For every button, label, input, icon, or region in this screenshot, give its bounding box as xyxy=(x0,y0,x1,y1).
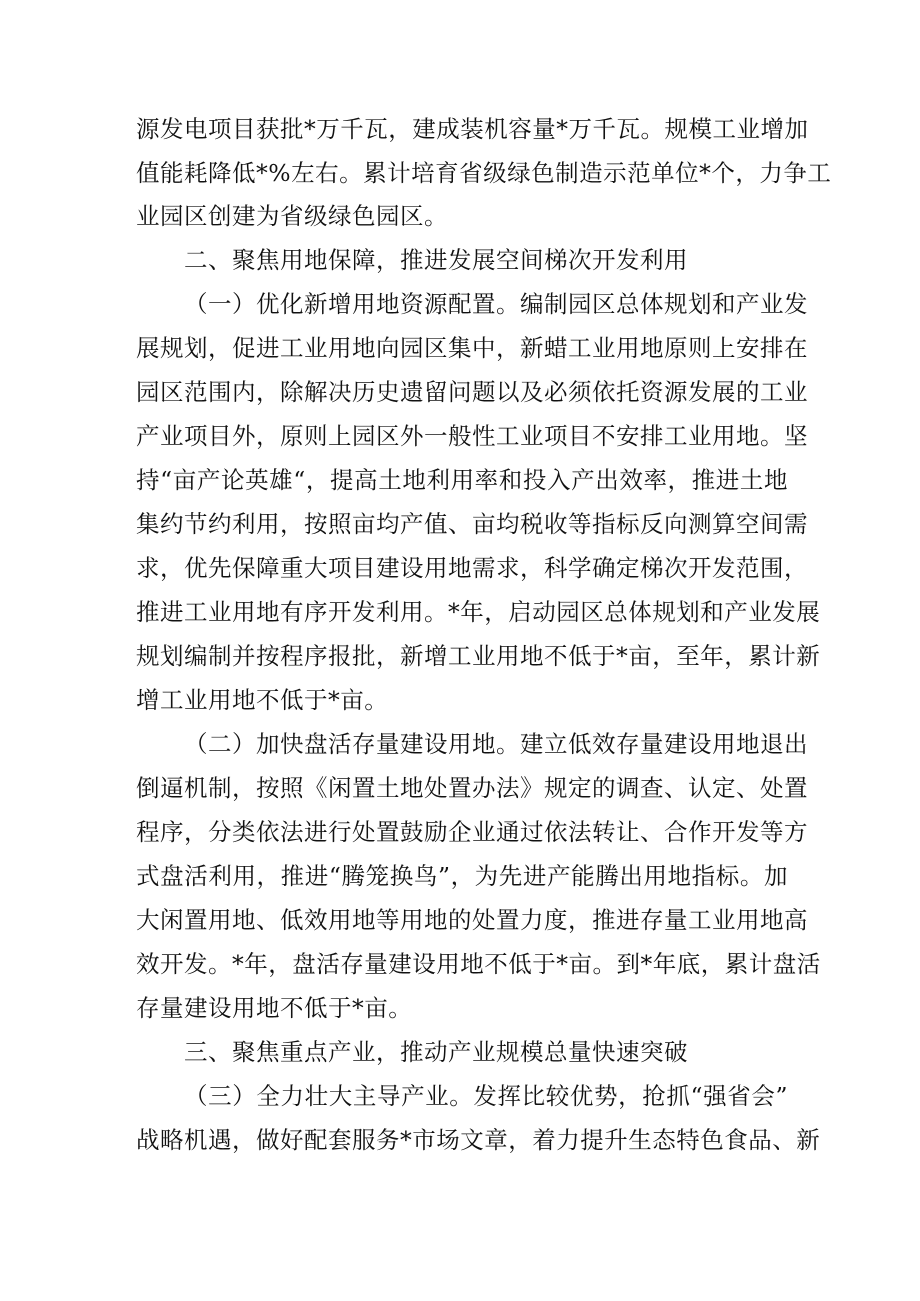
paragraph-line: 战略机遇，做好配套服务*市场文章，着力提升生态特色食品、新 xyxy=(136,1126,821,1154)
paragraph-line: （一）优化新增用地资源配置。编制园区总体规划和产业发 xyxy=(184,290,808,318)
paragraph-line: 程序，分类依法进行处置鼓励企业通过依法转让、合作开发等方 xyxy=(136,818,808,846)
paragraph-line: 源发电项目获批*万千瓦，建成装机容量*万千瓦。规模工业增加 xyxy=(136,115,809,143)
paragraph-line: 倒逼机制，按照《闲置土地处置办法》规定的调查、认定、处置 xyxy=(136,774,808,802)
paragraph-line: 大闲置用地、低效用地等用地的处置力度，推进存量工业用地高 xyxy=(136,906,808,934)
paragraph-line: 规划编制并按程序报批，新增工业用地不低于*亩，至年，累计新 xyxy=(136,642,821,670)
paragraph-line: 集约节约利用，按照亩均产值、亩均税收等指标反向测算空间需 xyxy=(136,510,808,538)
paragraph-line: 值能耗降低*%左右。累计培育省级绿色制造示范单位*个，力争工 xyxy=(136,159,832,187)
paragraph-line: （三）全力壮大主导产业。发挥比较优势，抢抓“强省会” xyxy=(184,1082,788,1110)
paragraph-line: 持“亩产论英雄“，提高土地利用率和投入产出效率，推进土地 xyxy=(136,466,788,494)
paragraph-line: 园区范围内，除解决历史遗留问题以及必须依托资源发展的工业 xyxy=(136,378,808,406)
paragraph-line: 式盘活利用，推进“腾笼换鸟”，为先进产能腾出用地指标。加 xyxy=(136,862,788,890)
paragraph-line: 业园区创建为省级绿色园区。 xyxy=(136,202,448,230)
section-heading: 二、聚焦用地保障，推进发展空间梯次开发利用 xyxy=(184,246,688,274)
section-heading: 三、聚焦重点产业，推动产业规模总量快速突破 xyxy=(184,1038,688,1066)
paragraph-line: 求，优先保障重大项目建设用地需求，科学确定梯次开发范围， xyxy=(136,554,808,582)
paragraph-line: 推进工业用地有序开发利用。*年，启动园区总体规划和产业发展 xyxy=(136,598,821,626)
paragraph-line: 效开发。*年，盘活存量建设用地不低于*亩。到*年底，累计盘活 xyxy=(136,950,821,978)
paragraph-line: 展规划，促进工业用地向园区集中，新蜡工业用地原则上安排在 xyxy=(136,334,808,362)
paragraph-line: 存量建设用地不低于*亩。 xyxy=(136,994,413,1022)
paragraph-line: 增工业用地不低于*亩。 xyxy=(136,686,389,714)
paragraph-line: （二）加快盘活存量建设用地。建立低效存量建设用地退出 xyxy=(184,730,808,758)
paragraph-line: 产业项目外，原则上园区外一般性工业项目不安排工业用地。坚 xyxy=(136,422,808,450)
